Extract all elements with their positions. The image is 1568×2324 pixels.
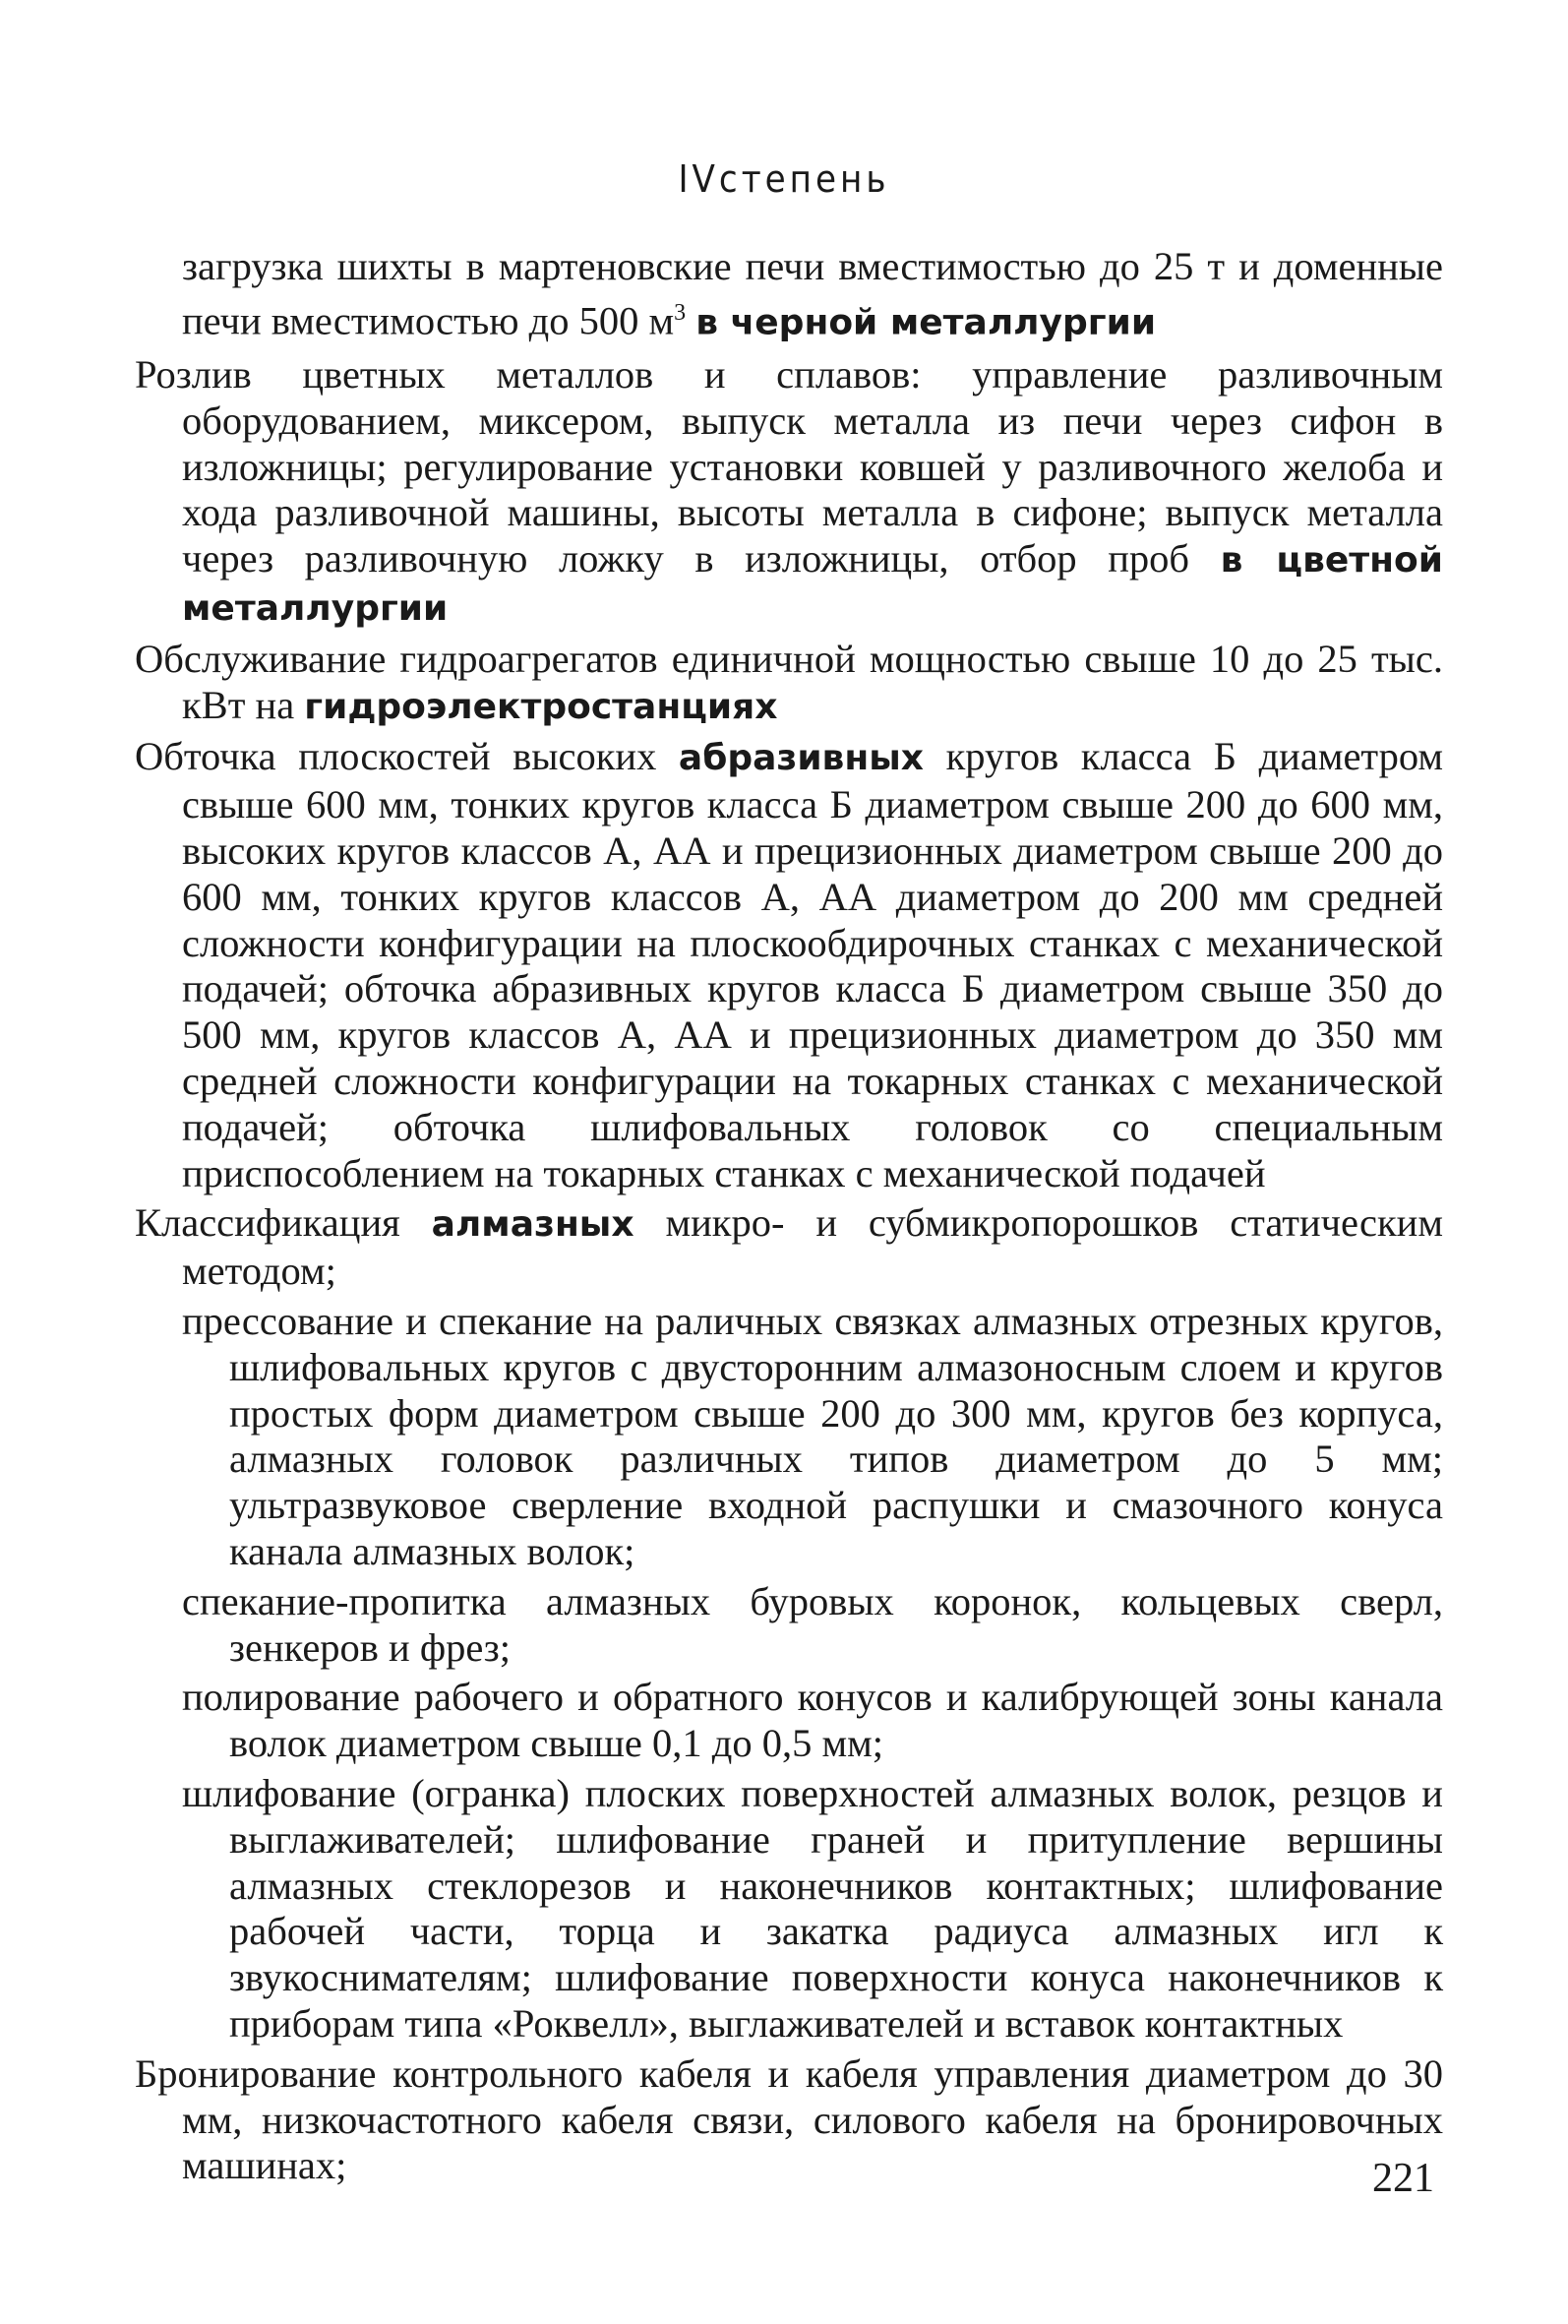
page-number: 221 [1372,2156,1434,2201]
paragraph-cable: Бронирование контрольного кабеля и кабеля управления диаметром до 30 мм, низкочастотного кабеля связи, силового кабеля на бронировочных машинах; [135,2050,1443,2188]
subparagraph-sintering: спекание-пропитка алмазных буровых коронок, кольцевых сверл, зенкеров и фрез; [182,1578,1443,1670]
page-heading: IVстепень [678,157,890,201]
subparagraph-polishing: полирование рабочего и обратного конусов и калибрующей зоны канала волок диаметром свыше 0,1 до 0,5 мм; [182,1675,1443,1766]
paragraph-nonferrous: Розлив цветных металлов и сплавов: управление разливочным оборудованием, миксером, выпуск металла из печи через сифон в изложницы; регулирование установки ковшей у разливочного желоба и хода разливочной машины, высоты металла в сифоне; выпуск металла через разливочную ложку в изложницы, отбор проб в цветной металлургии [135,352,1444,630]
subparagraph-grinding: шлифование (огранка) плоских поверхностей алмазных волок, резцов и выглаживателей; шлифование граней и притупление вершины алмазных стеклорезов и наконечников контактных; шлифование рабочей части, торца и закатка радиуса алмазных игл к звукоснимателям; шлифование поверхности конуса наконечников к приборам типа «Роквелл», выглаживателей и вставок контактных [182,1771,1443,2046]
paragraph-abrasive: Обточка плоскостей высоких абразивных кругов класса Б диаметром свыше 600 мм, тонких кругов класса Б диаметром свыше 200 до 600 мм, высоких кругов классов А, АА и прецизионных диаметром свыше 200 до 600 мм, тонких кругов классов А, АА диаметром до 200 мм средней сложности конфигурации на плоскообдирочных станках с механической подачей; обточка абразивных кругов класса Б диаметром свыше 350 до 500 мм, кругов классов А, АА и прецизионных диаметром до 350 мм средней сложности конфигурации на токарных станках с механической подачей; обточка шлифовальных головок со специальным приспособлением на токарных станках с механической подачей [135,734,1443,1195]
body-text [135,244,1443,2193]
paragraph-hydro: Обслуживание гидроагрегатов единичной мощностью свыше 10 до 25 тыс. кВт на гидроэлектростанциях [135,636,1443,727]
subparagraph-pressing: прессование и спекание на раличных связках алмазных отрезных кругов, шлифовальных кругов с двусторонним алмазоносным слоем и кругов простых форм диаметром свыше 200 до 300 мм, кругов без корпуса, алмазных головок различных типов диаметром до 5 мм; ультразвуковое сверление входной распушки и смазочного конуса канала алмазных волок; [182,1299,1443,1574]
paragraph-ferrous: загрузка шихты в мартеновские печи вместимостью до 25 т и доменные печи вместимостью до 500 $м^3$ в черной металлургии [182,244,1443,343]
paragraph-diamond: Классификация алмазных микро- и субмикропорошков статическим методом; [135,1200,1443,1294]
